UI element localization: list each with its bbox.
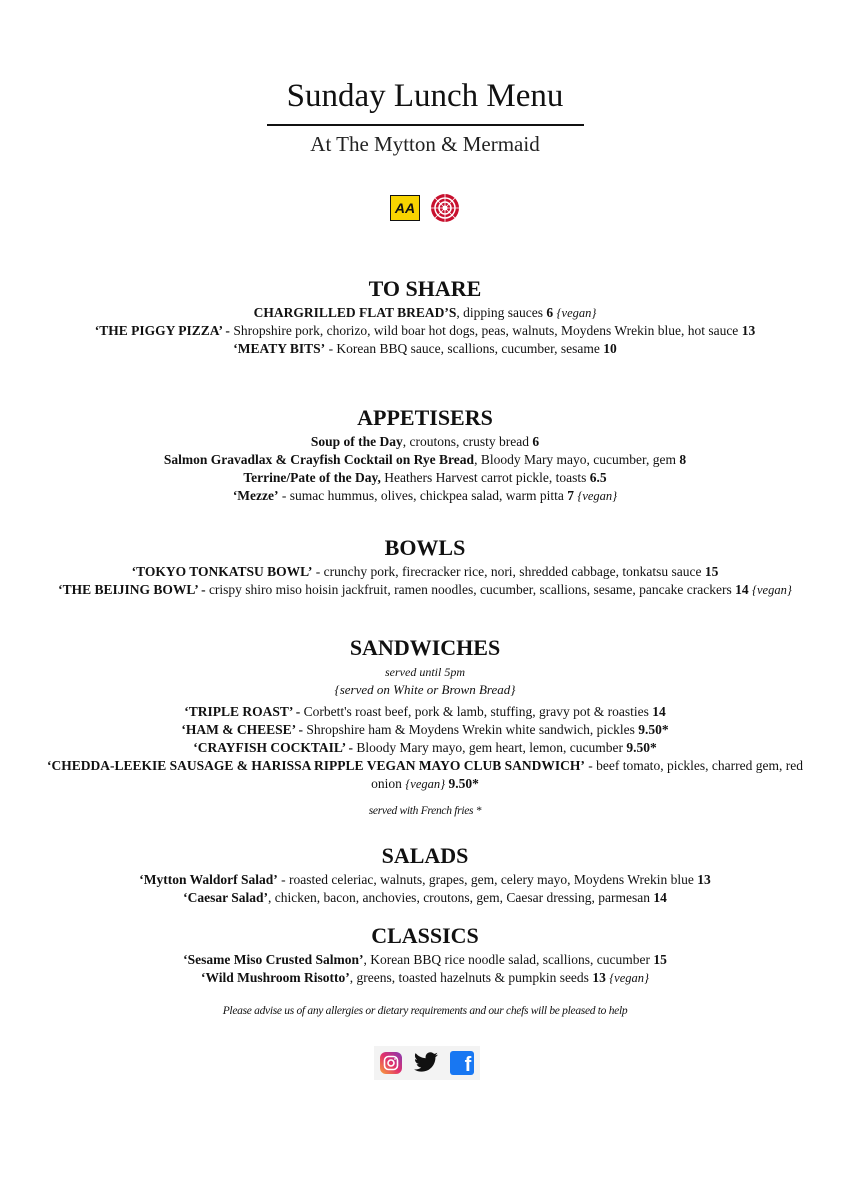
facebook-icon[interactable]: f <box>450 1051 474 1075</box>
sandwich-time-note: served until 5pm <box>385 665 465 679</box>
item-desc: Shropshire pork, chorizo, wild boar hot dogs, peas, walnuts, Moydens Wrekin blue, hot sauce <box>229 323 742 338</box>
vegan-tag: {vegan} <box>405 777 446 791</box>
item-desc: - sumac hummus, olives, chickpea salad, warm pitta <box>278 488 568 503</box>
menu-item <box>30 433 820 451</box>
menu-item <box>30 889 820 907</box>
menu-item <box>30 563 820 581</box>
menu-item <box>30 703 820 721</box>
item-name: Terrine/Pate of the Day, <box>243 470 381 485</box>
item-desc: , greens, toasted hazelnuts & pumpkin seeds <box>349 970 593 985</box>
item-name: ‘TRIPLE ROAST’ - <box>184 704 301 719</box>
menu-item <box>30 739 820 757</box>
item-price: 13 <box>741 323 756 338</box>
item-price: 15 <box>653 952 667 967</box>
instagram-glyph <box>383 1055 399 1071</box>
section-heading: SANDWICHES <box>349 635 501 660</box>
item-price: 6.5 <box>589 470 607 485</box>
item-price: 15 <box>704 564 719 579</box>
item-price: 6 <box>532 434 540 449</box>
item-price: 14 <box>653 890 667 905</box>
section-heading: CLASSICS <box>371 923 479 948</box>
item-name: ‘Wild Mushroom Risotto’ <box>200 970 350 985</box>
item-price: 9.50* <box>626 740 657 755</box>
item-price: 6 <box>546 305 554 320</box>
vegan-tag: {vegan} <box>577 489 618 503</box>
item-name: CHARGRILLED FLAT BREAD’S <box>253 305 457 320</box>
item-price: 14 <box>652 704 666 719</box>
item-desc: , dipping sauces <box>456 305 547 320</box>
awards-row <box>390 194 460 222</box>
item-name: Soup of the Day <box>310 434 403 449</box>
item-desc: Corbett's roast beef, pork & lamb, stuffing, gravy pot & roasties <box>300 704 653 719</box>
section-heading: APPETISERS <box>357 405 493 430</box>
item-name: ‘CRAYFISH COCKTAIL’ - <box>193 740 354 755</box>
item-desc: Heathers Harvest carrot pickle, toasts <box>380 470 590 485</box>
menu-item <box>30 757 820 793</box>
item-desc: - roasted celeriac, walnuts, grapes, gem, celery mayo, Moydens Wrekin blue <box>277 872 698 887</box>
item-price: 8 <box>679 452 687 467</box>
item-desc: - crunchy pork, firecracker rice, nori, shredded cabbage, tonkatsu sauce <box>312 564 705 579</box>
menu-item <box>30 487 820 505</box>
vegan-tag: {vegan} <box>609 971 650 985</box>
item-price: 13 <box>697 872 711 887</box>
item-price: 9.50* <box>638 722 669 737</box>
item-price: 7 <box>567 488 574 503</box>
item-desc: , Korean BBQ rice noodle salad, scallions, cucumber <box>363 952 654 967</box>
menu-item <box>30 721 820 739</box>
item-name: ‘Sesame Miso Crusted Salmon’ <box>183 952 364 967</box>
twitter-icon[interactable] <box>413 1052 439 1074</box>
allergy-note: Please advise us of any allergies or dietary requirements and our chefs will be pleased to help <box>222 1005 628 1017</box>
instagram-icon[interactable] <box>380 1052 402 1074</box>
item-desc: - Korean BBQ sauce, scallions, cucumber, sesame <box>325 341 604 356</box>
title-rule <box>267 124 584 126</box>
menu-item <box>30 340 820 358</box>
item-price: 10 <box>603 341 617 356</box>
item-name: ‘Mytton Waldorf Salad’ <box>139 872 278 887</box>
item-desc: , Bloody Mary mayo, cucumber, gem <box>474 452 680 467</box>
fries-note: served with French fries * <box>368 805 482 817</box>
item-name: ‘TOKYO TONKATSU BOWL’ <box>131 564 313 579</box>
section-heading: BOWLS <box>384 535 466 560</box>
section-bowls <box>30 535 820 599</box>
item-desc: crispy shiro miso hoisin jackfruit, ramen noodles, cucumber, scallions, sesame, pancake crackers <box>205 582 736 597</box>
menu-item <box>30 304 820 322</box>
bread-note: {served on White or Brown Bread} <box>334 682 516 697</box>
menu-item <box>30 969 820 987</box>
section-heading: TO SHARE <box>368 276 482 301</box>
page-title: Sunday Lunch Menu <box>286 78 564 114</box>
rosette-icon <box>430 193 460 223</box>
menu-item <box>30 469 820 487</box>
menu-item <box>30 451 820 469</box>
menu-item <box>30 322 820 340</box>
menu-item <box>30 951 820 969</box>
section-sandwiches <box>30 635 820 819</box>
vegan-tag: {vegan} <box>751 583 792 597</box>
item-name: ‘THE BEIJING BOWL’ - <box>58 582 206 597</box>
item-name: ‘CHEDDA-LEEKIE SAUSAGE & HARISSA RIPPLE VEGAN MAYO CLUB SANDWICH’ <box>47 758 585 773</box>
item-name: ‘HAM & CHEESE’ - <box>181 722 304 737</box>
item-desc: Bloody Mary mayo, gem heart, lemon, cucumber <box>353 740 627 755</box>
section-salads <box>30 843 820 907</box>
item-price: 13 <box>592 970 606 985</box>
section-heading: SALADS <box>381 843 469 868</box>
item-name: ‘Caesar Salad’ <box>183 890 268 905</box>
aa-badge: AA <box>390 195 420 221</box>
menu-item <box>30 581 820 599</box>
menu-item <box>30 871 820 889</box>
item-desc: , croutons, crusty bread <box>402 434 533 449</box>
item-name: ‘MEATY BITS’ <box>233 341 326 356</box>
item-desc: - beef tomato, pickles, charred gem, red onion <box>371 758 803 791</box>
section-classics <box>30 923 820 1019</box>
vegan-tag: {vegan} <box>556 306 597 320</box>
item-price: 9.50* <box>448 776 479 791</box>
item-name: Salmon Gravadlax & Crayfish Cocktail on Rye Bread <box>163 452 475 467</box>
item-name: ‘Mezze’ <box>232 488 279 503</box>
page-subtitle: At The Mytton & Mermaid <box>310 132 540 156</box>
item-price: 14 <box>735 582 749 597</box>
item-desc: Shropshire ham & Moydens Wrekin white sandwich, pickles <box>303 722 639 737</box>
section-to-share <box>30 276 820 358</box>
item-name: ‘THE PIGGY PIZZA’ - <box>94 323 230 338</box>
item-desc: , chicken, bacon, anchovies, croutons, gem, Caesar dressing, parmesan <box>268 890 654 905</box>
section-appetisers <box>30 405 820 505</box>
social-links <box>374 1046 480 1080</box>
